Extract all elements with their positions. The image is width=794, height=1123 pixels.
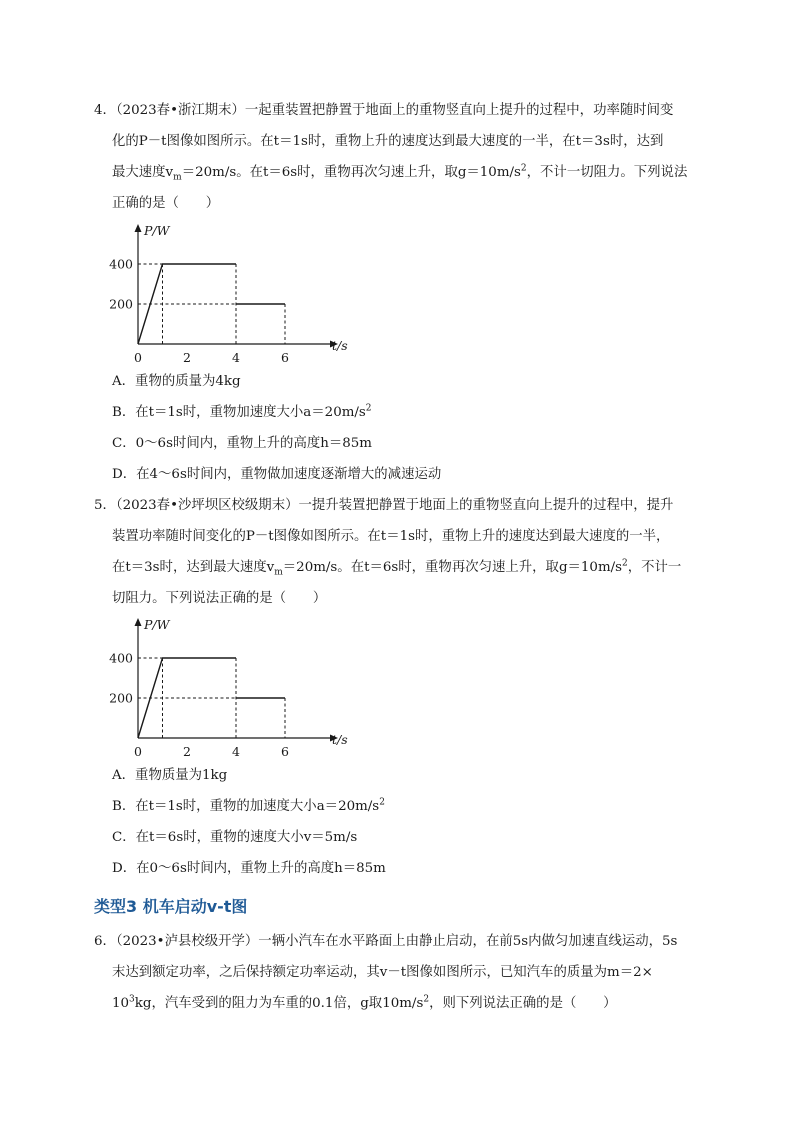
q6-line-3a: 10 [112, 996, 130, 1011]
y-axis-arrow [135, 224, 142, 232]
y-tick-label: 400 [109, 256, 133, 272]
x-tick-label: 0 [134, 350, 142, 365]
x-tick-label: 4 [232, 744, 240, 759]
q5-option-b-sup: 2 [379, 797, 385, 808]
q5-line-3b: ＝20m/s。在t＝6s时，重物再次匀速上升，取g＝10m/s [282, 560, 623, 575]
q5-option-a: A．重物质量为1kg [112, 768, 228, 783]
q4-line-3 [112, 163, 687, 183]
y-tick-label: 400 [109, 650, 133, 666]
q4-p-t-chart [108, 218, 368, 368]
q4-option-b-sup: 2 [365, 403, 372, 414]
q4-vm-sub: m [173, 172, 182, 183]
q4-line-3b: ＝20m/s。在t＝6s时，重物再次匀速上升，取g＝10m/s [181, 165, 521, 180]
q6-line-2: 末达到额定功率，之后保持额定功率运动，其v－t图像如图所示，已知汽车的质量为m＝2× [112, 965, 653, 980]
q5-option-b [112, 797, 385, 817]
x-axis-label: t/s [332, 338, 348, 353]
q5-line-3a: 在t＝3s时，达到最大速度v [112, 560, 275, 575]
section-heading: 类型3 机车启动v-t图 [94, 897, 248, 916]
y-axis-arrow [135, 618, 142, 626]
x-axis-label: t/s [332, 732, 348, 747]
y-tick-label: 200 [109, 690, 133, 706]
q4-line-4: 正确的是（ ） [112, 196, 220, 211]
q5-vm-sub: m [274, 567, 283, 578]
q4-option-c: C．0～6s时间内，重物上升的高度h＝85m [112, 436, 372, 451]
x-tick-label: 6 [281, 350, 289, 365]
q6-line-1: 6．（2023•泸县校级开学）一辆小汽车在水平路面上由静止启动，在前5s内做匀加速直线运动，5s [94, 934, 678, 949]
q6-g-sup: 2 [423, 994, 430, 1005]
x-tick-label: 4 [232, 350, 240, 365]
q4-line-1: 4．（2023春•浙江期末）一起重装置把静置于地面上的重物竖直向上提升的过程中，功率随时间变 [94, 103, 674, 118]
q6-line-3b: kg，汽车受到的阻力为车重的0.1倍，g取10m/s [134, 996, 424, 1011]
q5-line-1: 5．（2023春•沙坪坝区校级期末）一提升装置把静置于地面上的重物竖直向上提升的过程中，提升 [94, 498, 674, 513]
q4-option-a: A．重物的质量为4kg [112, 374, 241, 389]
q4-option-b-text: B．在t＝1s时，重物加速度大小a＝20m/s [112, 405, 366, 420]
q5-option-c: C．在t＝6s时，重物的速度大小v＝5m/s [112, 830, 358, 845]
q4-line-3c: ，不计一切阻力。下列说法 [526, 165, 688, 180]
q5-g-sup: 2 [622, 558, 628, 569]
q5-p-t-chart [108, 612, 368, 762]
y-axis-label: P/W [144, 223, 170, 238]
q4-line-2: 化的P－t图像如图所示。在t＝1s时，重物上升的速度达到最大速度的一半，在t＝3s时，达到 [112, 134, 664, 149]
q4-line-3a: 最大速度v [112, 165, 174, 180]
q4-option-b [112, 403, 372, 423]
q6-line-3 [112, 994, 617, 1014]
q5-line-3 [112, 558, 681, 578]
y-axis-label: P/W [144, 617, 170, 632]
q5-option-b-text: B．在t＝1s时，重物的加速度大小a＝20m/s [112, 799, 380, 814]
q4-option-d: D．在4～6s时间内，重物做加速度逐渐增大的减速运动 [112, 467, 442, 482]
x-tick-label: 6 [281, 744, 289, 759]
y-tick-label: 200 [109, 296, 133, 312]
q5-line-4: 切阻力。下列说法正确的是（ ） [112, 591, 327, 606]
q5-option-d: D．在0～6s时间内，重物上升的高度h＝85m [112, 861, 386, 876]
q6-line-3c: ，则下列说法正确的是（ ） [429, 996, 617, 1011]
q5-line-2: 装置功率随时间变化的P－t图像如图所示。在t＝1s时，重物上升的速度达到最大速度的一半， [112, 529, 670, 544]
x-tick-label: 2 [183, 350, 191, 365]
x-tick-label: 2 [183, 744, 191, 759]
q5-line-3c: ，不计一 [627, 560, 682, 575]
q4-g-sup: 2 [520, 163, 527, 174]
q6-exp-sup: 3 [129, 994, 135, 1005]
x-tick-label: 0 [134, 744, 142, 759]
